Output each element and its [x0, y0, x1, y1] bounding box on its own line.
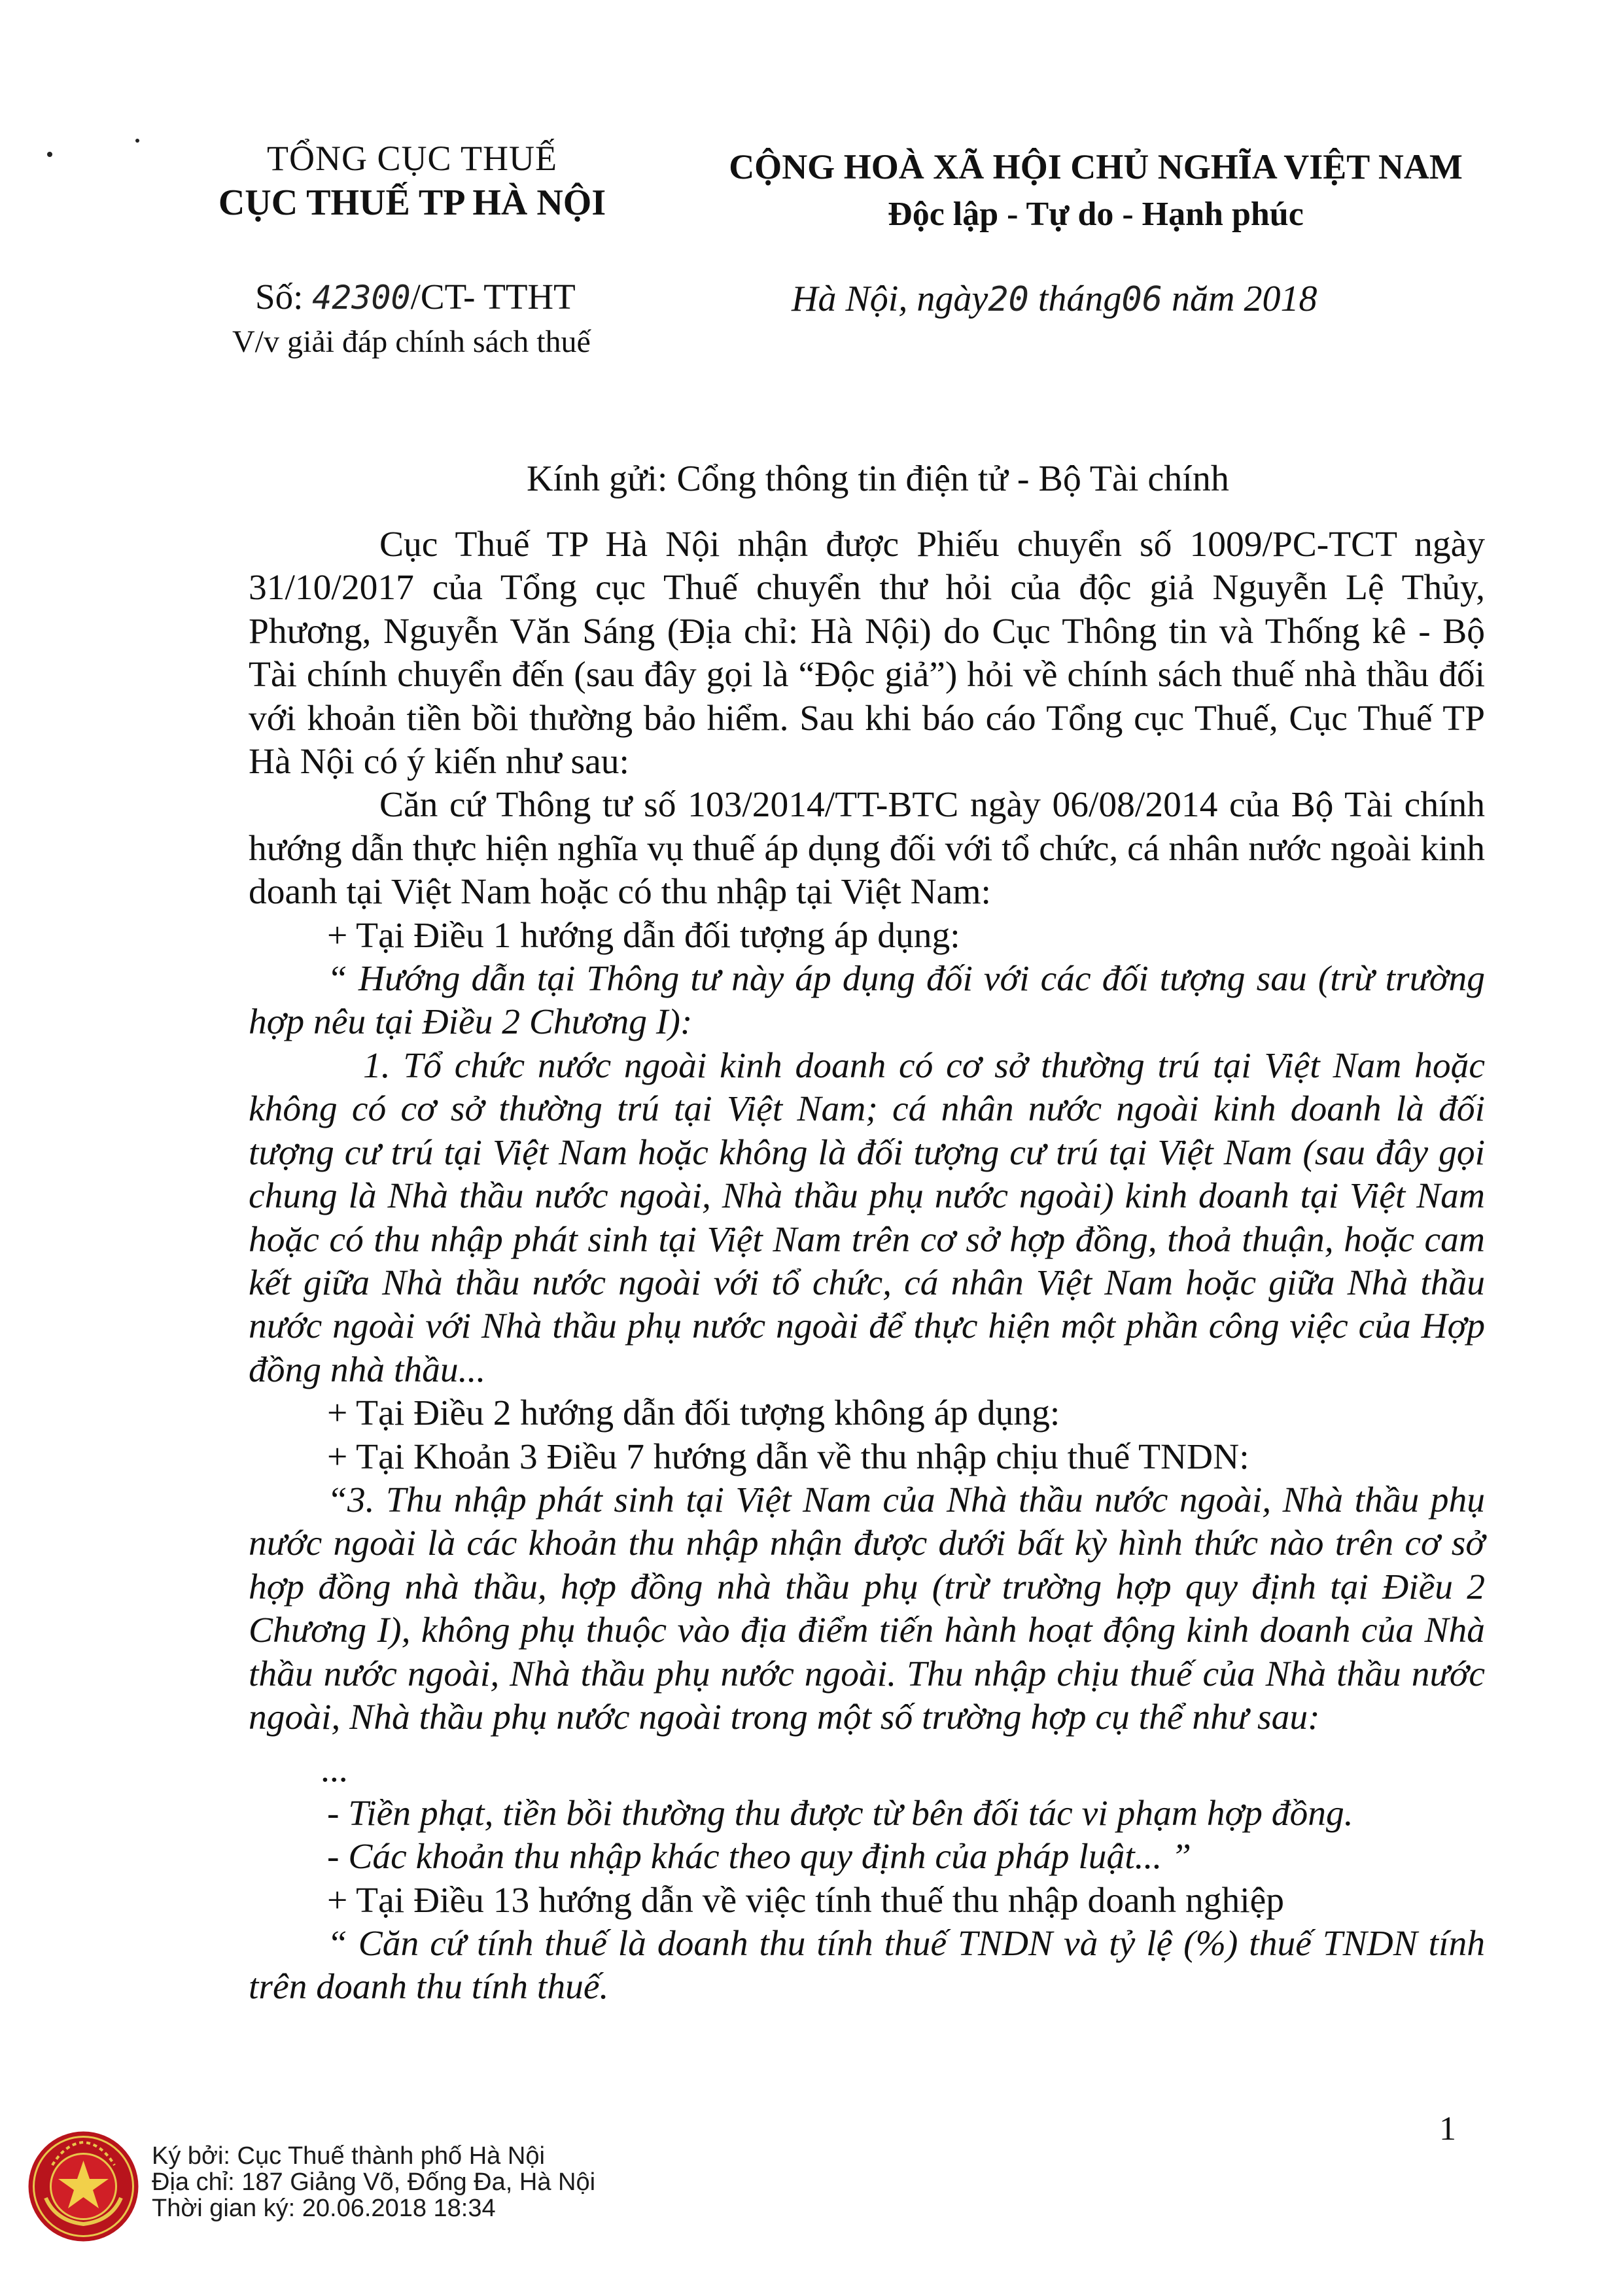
quote-paragraph: “ Hướng dẫn tại Thông tư này áp dụng đối với các đối tượng sau (trừ trường hợp nêu tại Điều 2 Chương I): — [249, 959, 1485, 1043]
paragraph: + Tại Điều 2 hướng dẫn đối tượng không áp dụng: — [327, 1393, 1060, 1434]
letter-body — [249, 523, 1485, 2009]
signed-time: Thời gian ký: 20.06.2018 18:34 — [152, 2195, 496, 2222]
reference-number-handwritten: 42300 — [312, 279, 411, 317]
paragraph: Cục Thuế TP Hà Nội nhận được Phiếu chuyển số 1009/PC-TCT ngày 31/10/2017 của Tổng cục Thuế chuyển thư hỏi của độc giả Nguyễn Lệ Thủy, Phương, Nguyễn Văn Sáng (Địa chỉ: Hà Nội) do Cục Thông tin và Thống kê - Bộ Tài chính chuyển đến (sau đây gọi là “Độc giả”) hỏi về chính sách thuế nhà thầu đối với khoản tiền bồi thường bảo hiểm. Sau khi báo cáo Tổng cục Thuế, Cục Thuế TP Hà Nội có ý kiến như sau: — [249, 525, 1485, 782]
quote-paragraph: “3. Thu nhập phát sinh tại Việt Nam của Nhà thầu nước ngoài, Nhà thầu phụ nước ngoài là các khoản thu nhập nhận được dưới bất kỳ hình thức nào trên cơ sở hợp đồng nhà thầu, hợp đồng nhà thầu phụ (trừ trường hợp quy định tại Điều 2 Chương I), không phụ thuộc vào địa điểm tiến hành hoạt động kinh doanh của Nhà thầu nước ngoài, Nhà thầu phụ nước ngoài. Thu nhập chịu thuế của Nhà thầu nước ngoài, Nhà thầu phụ nước ngoài trong một số trường hợp cụ thể như sau: — [249, 1480, 1485, 1737]
reference-prefix: Số: — [255, 277, 304, 317]
reference-suffix: /CT- TTHT — [410, 277, 576, 317]
ellipsis: ... — [321, 1750, 348, 1790]
department-name: CỤC THUẾ TP HÀ NỘI — [218, 183, 606, 223]
spacer — [249, 1739, 1485, 1748]
subject-line: V/v giải đáp chính sách thuế — [232, 324, 591, 359]
reference-number — [255, 276, 576, 317]
scan-speck — [47, 152, 52, 157]
date-year: năm 2018 — [1172, 279, 1318, 319]
seal-icon — [26, 2129, 141, 2244]
paragraph: + Tại Khoản 3 Điều 7 hướng dẫn về thu nhập chịu thuế TNDN: — [327, 1436, 1249, 1477]
national-title: CỘNG HOÀ XÃ HỘI CHỦ NGHĨA VIỆT NAM — [729, 147, 1463, 186]
agency-name: TỔNG CỤC THUẾ — [267, 139, 557, 178]
paragraph: Căn cứ Thông tư số 103/2014/TT-BTC ngày 06/08/2014 của Bộ Tài chính hướng dẫn thực hiện nghĩa vụ thuế áp dụng đối với tổ chức, cá nhân nước ngoài kinh doanh tại Việt Nam hoặc có thu nhập tại Việt Nam: — [249, 785, 1485, 913]
digital-signature — [152, 2143, 595, 2221]
quote-paragraph: - Các khoản thu nhập khác theo quy định của pháp luật... ” — [327, 1837, 1192, 1877]
scan-speck — [135, 139, 139, 143]
recipient-line: Kính gửi: Cổng thông tin điện tử - Bộ Tài chính — [527, 459, 1229, 499]
date-prefix: Hà Nội, ngày — [792, 279, 988, 319]
quote-paragraph: 1. Tổ chức nước ngoài kinh doanh có cơ sở thường trú tại Việt Nam hoặc không có cơ sở thường trú tại Việt Nam; cá nhân nước ngoài kinh doanh là đối tượng cư trú tại Việt Nam hoặc không là đối tượng cư trú tại Việt Nam (sau đây gọi chung là Nhà thầu nước ngoài, Nhà thầu phụ nước ngoài) kinh doanh tại Việt Nam hoặc có thu nhập phát sinh tại Việt Nam trên cơ sở hợp đồng, thoả thuận, hoặc cam kết giữa Nhà thầu nước ngoài với tổ chức, cá nhân Việt Nam hoặc giữa Nhà thầu nước ngoài với Nhà thầu phụ nước ngoài để thực hiện một phần công việc của Hợp đồng nhà thầu... — [249, 1045, 1485, 1390]
national-motto: Độc lập - Tự do - Hạnh phúc — [888, 196, 1304, 233]
date-line — [792, 278, 1317, 320]
paragraph: + Tại Điều 13 hướng dẫn về việc tính thuế thu nhập doanh nghiệp — [327, 1880, 1285, 1921]
date-month-handwritten: 06 — [1121, 280, 1163, 319]
signed-by: Ký bởi: Cục Thuế thành phố Hà Nội — [152, 2142, 545, 2170]
signer-address: Địa chỉ: 187 Giảng Võ, Đống Đa, Hà Nội — [152, 2168, 596, 2196]
paragraph: + Tại Điều 1 hướng dẫn đối tượng áp dụng: — [327, 915, 960, 956]
official-seal — [26, 2129, 141, 2244]
header-right — [713, 144, 1478, 239]
quote-paragraph: “ Căn cứ tính thuế là doanh thu tính thuế TNDN và tỷ lệ (%) thuế TNDN tính trên doanh thu tính thuế. — [249, 1924, 1485, 2008]
header-left — [150, 137, 674, 226]
quote-paragraph: - Tiền phạt, tiền bồi thường thu được từ bên đối tác vi phạm hợp đồng. — [327, 1793, 1353, 1834]
page-number: 1 — [1439, 2110, 1456, 2148]
date-day-handwritten: 20 — [988, 280, 1029, 319]
date-month-label: tháng — [1038, 279, 1122, 319]
